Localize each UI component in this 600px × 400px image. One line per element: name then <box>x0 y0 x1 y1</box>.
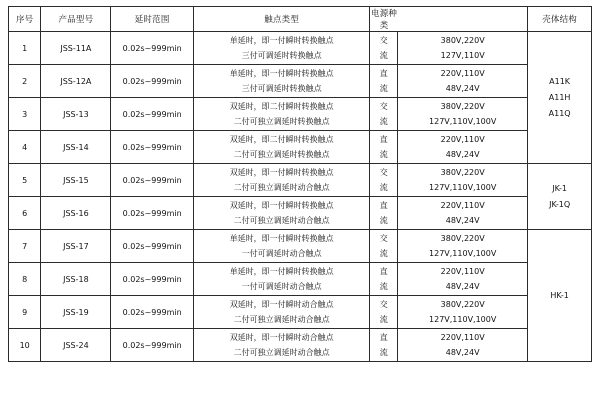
cell-no: 5 <box>9 164 41 197</box>
contact-line: 一付可调延时动合触点 <box>241 249 322 258</box>
voltage-line: 220V,110V <box>440 69 485 78</box>
voltage-line: 220V,110V <box>440 201 485 210</box>
cell-power-type <box>370 230 398 263</box>
cell-contact <box>193 197 370 230</box>
voltage-line: 380V,220V <box>440 234 485 243</box>
cell-no: 9 <box>9 296 41 329</box>
cell-power-type <box>370 32 398 65</box>
header-contact-type: 触点类型 <box>193 7 370 32</box>
contact-line: 单延时，即一付瞬时转换触点 <box>229 69 334 78</box>
cell-no: 8 <box>9 263 41 296</box>
table-row <box>9 197 592 230</box>
contact-line: 单延时，即一付瞬时转换触点 <box>229 267 334 276</box>
table-row <box>9 263 592 296</box>
header-power-type-spacer <box>398 7 528 32</box>
cell-voltage <box>398 65 528 98</box>
cell-voltage <box>398 296 528 329</box>
contact-line: 二付可独立调延时转换触点 <box>233 117 330 126</box>
cell-power-type <box>370 197 398 230</box>
shell-line: JK-1 <box>552 183 567 193</box>
power-type-line: 流 <box>379 183 388 192</box>
cell-voltage <box>398 98 528 131</box>
header-no: 序号 <box>9 7 41 32</box>
power-type-line: 流 <box>379 348 388 357</box>
table-row <box>9 65 592 98</box>
cell-model: JSS-19 <box>41 296 111 329</box>
contact-line: 二付可独立调延时动合触点 <box>233 348 330 357</box>
voltage-line: 48V,24V <box>445 84 480 93</box>
contact-line: 双延时，即二付瞬时转换触点 <box>229 102 334 111</box>
power-type-line: 流 <box>379 117 388 126</box>
cell-delay: 0.02s~999min <box>111 197 194 230</box>
power-type-line: 直 <box>379 69 388 78</box>
cell-contact <box>193 263 370 296</box>
cell-no: 7 <box>9 230 41 263</box>
shell-line: A11K <box>549 76 571 86</box>
cell-contact <box>193 131 370 164</box>
header-delay-range: 延时范围 <box>111 7 194 32</box>
power-type-line: 流 <box>379 249 388 258</box>
contact-line: 双延时，即一付瞬时转换触点 <box>229 201 334 210</box>
cell-model: JSS-18 <box>41 263 111 296</box>
voltage-line: 380V,220V <box>440 300 485 309</box>
cell-voltage <box>398 32 528 65</box>
contact-line: 三付可调延时转换触点 <box>241 51 322 60</box>
cell-no: 2 <box>9 65 41 98</box>
shell-line: A11Q <box>548 108 571 118</box>
voltage-line: 127V,110V,100V <box>429 183 497 192</box>
cell-model: JSS-24 <box>41 329 111 362</box>
voltage-line: 48V,24V <box>445 282 480 291</box>
power-type-line: 交 <box>379 102 388 111</box>
table-row <box>9 296 592 329</box>
power-type-line: 流 <box>379 282 388 291</box>
contact-line: 二付可独立调延时动合触点 <box>233 183 330 192</box>
cell-no: 4 <box>9 131 41 164</box>
cell-shell-structure <box>528 164 592 230</box>
header-power-type: 电源种类 <box>370 7 398 32</box>
voltage-line: 220V,110V <box>440 267 485 276</box>
cell-delay: 0.02s~999min <box>111 65 194 98</box>
voltage-line: 220V,110V <box>440 135 485 144</box>
contact-line: 一付可调延时动合触点 <box>241 282 322 291</box>
shell-line: HK-1 <box>550 290 569 300</box>
cell-model: JSS-11A <box>41 32 111 65</box>
table-row <box>9 164 592 197</box>
contact-line: 单延时，即一付瞬时转换触点 <box>229 36 334 45</box>
contact-line: 单延时，即一付瞬时转换触点 <box>229 234 334 243</box>
cell-power-type <box>370 164 398 197</box>
cell-power-type <box>370 329 398 362</box>
table-row <box>9 230 592 263</box>
cell-delay: 0.02s~999min <box>111 230 194 263</box>
cell-delay: 0.02s~999min <box>111 164 194 197</box>
power-type-line: 流 <box>379 51 388 60</box>
power-type-line: 交 <box>379 300 388 309</box>
cell-no: 1 <box>9 32 41 65</box>
power-type-line: 直 <box>379 201 388 210</box>
voltage-line: 127V,110V,100V <box>429 117 497 126</box>
table-row <box>9 131 592 164</box>
table-header <box>9 7 592 32</box>
voltage-line: 380V,220V <box>440 36 485 45</box>
cell-voltage <box>398 263 528 296</box>
cell-shell-structure <box>528 32 592 164</box>
cell-contact <box>193 65 370 98</box>
power-type-line: 流 <box>379 216 388 225</box>
product-spec-table <box>8 6 592 362</box>
header-row <box>9 7 592 32</box>
cell-voltage <box>398 131 528 164</box>
contact-line: 三付可调延时转换触点 <box>241 84 322 93</box>
power-type-line: 交 <box>379 168 388 177</box>
cell-voltage <box>398 197 528 230</box>
voltage-line: 127V,110V,100V <box>429 249 497 258</box>
contact-line: 双延时，即一付瞬时转换触点 <box>229 168 334 177</box>
power-type-line: 交 <box>379 36 388 45</box>
contact-line: 双延时，即一付瞬时动合触点 <box>229 300 334 309</box>
cell-contact <box>193 329 370 362</box>
cell-delay: 0.02s~999min <box>111 32 194 65</box>
power-type-line: 直 <box>379 267 388 276</box>
shell-line: JK-1Q <box>549 199 571 209</box>
power-type-line: 直 <box>379 135 388 144</box>
cell-power-type <box>370 98 398 131</box>
header-model: 产品型号 <box>41 7 111 32</box>
cell-shell-structure <box>528 230 592 362</box>
cell-model: JSS-16 <box>41 197 111 230</box>
cell-delay: 0.02s~999min <box>111 131 194 164</box>
cell-contact <box>193 164 370 197</box>
contact-line: 二付可独立调延时动合触点 <box>233 315 330 324</box>
table-row <box>9 329 592 362</box>
voltage-line: 48V,24V <box>445 150 480 159</box>
cell-no: 6 <box>9 197 41 230</box>
table-row <box>9 98 592 131</box>
cell-model: JSS-14 <box>41 131 111 164</box>
cell-contact <box>193 230 370 263</box>
table-row <box>9 32 592 65</box>
cell-voltage <box>398 164 528 197</box>
header-shell-structure: 壳体结构 <box>528 7 592 32</box>
voltage-line: 220V,110V <box>440 333 485 342</box>
power-type-line: 流 <box>379 315 388 324</box>
power-type-line: 直 <box>379 333 388 342</box>
power-type-line: 流 <box>379 150 388 159</box>
cell-power-type <box>370 296 398 329</box>
cell-voltage <box>398 329 528 362</box>
table-body <box>9 32 592 362</box>
voltage-line: 380V,220V <box>440 102 485 111</box>
contact-line: 双延时，即二付瞬时转换触点 <box>229 135 334 144</box>
cell-contact <box>193 296 370 329</box>
cell-voltage <box>398 230 528 263</box>
cell-power-type <box>370 263 398 296</box>
voltage-line: 127V,110V,100V <box>429 315 497 324</box>
voltage-line: 127V,110V <box>440 51 485 60</box>
cell-power-type <box>370 65 398 98</box>
cell-model: JSS-12A <box>41 65 111 98</box>
cell-model: JSS-17 <box>41 230 111 263</box>
shell-line: A11H <box>548 92 571 102</box>
power-type-line: 交 <box>379 234 388 243</box>
cell-delay: 0.02s~999min <box>111 263 194 296</box>
cell-contact <box>193 32 370 65</box>
cell-delay: 0.02s~999min <box>111 296 194 329</box>
power-type-line: 流 <box>379 84 388 93</box>
contact-line: 二付可独立调延时转换触点 <box>233 150 330 159</box>
voltage-line: 48V,24V <box>445 348 480 357</box>
cell-delay: 0.02s~999min <box>111 98 194 131</box>
cell-contact <box>193 98 370 131</box>
voltage-line: 380V,220V <box>440 168 485 177</box>
cell-model: JSS-15 <box>41 164 111 197</box>
cell-no: 10 <box>9 329 41 362</box>
contact-line: 双延时，即一付瞬时动合触点 <box>229 333 334 342</box>
cell-power-type <box>370 131 398 164</box>
cell-model: JSS-13 <box>41 98 111 131</box>
cell-delay: 0.02s~999min <box>111 329 194 362</box>
cell-no: 3 <box>9 98 41 131</box>
voltage-line: 48V,24V <box>445 216 480 225</box>
contact-line: 二付可独立调延时动合触点 <box>233 216 330 225</box>
